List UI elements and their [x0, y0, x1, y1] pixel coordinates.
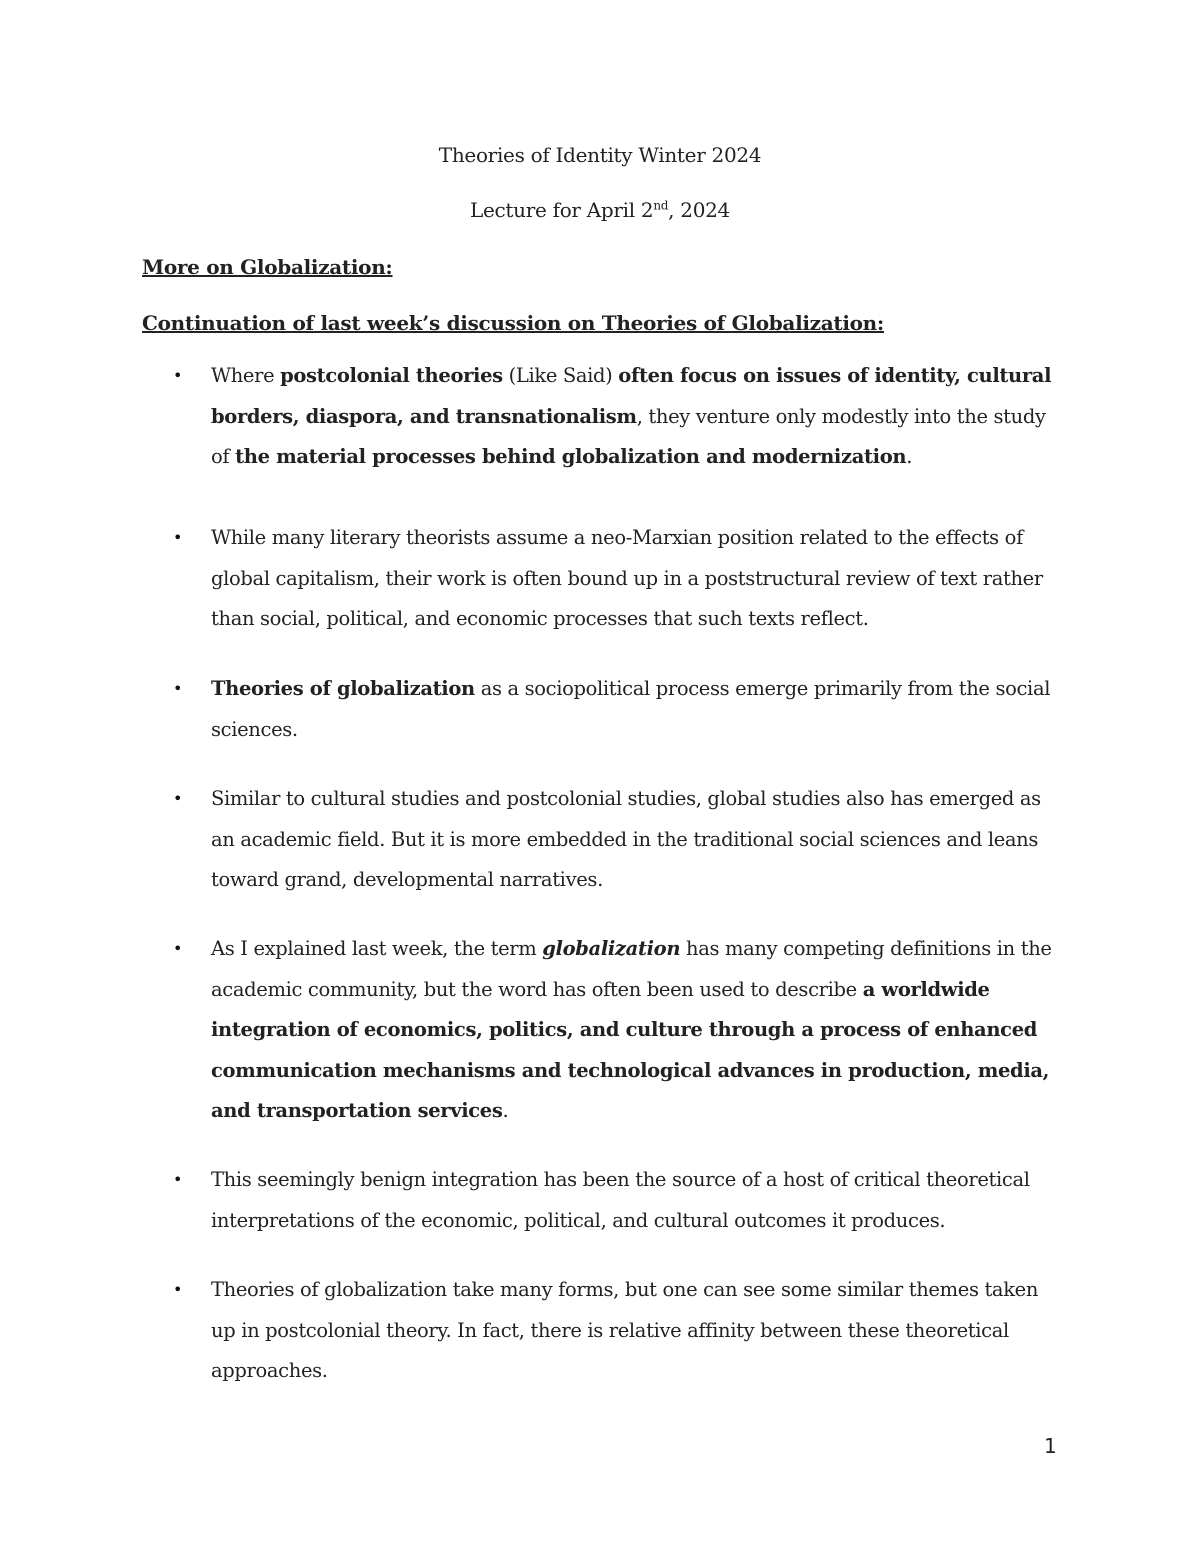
text-run: Where — [211, 364, 281, 387]
bullet-text — [211, 364, 1051, 468]
bullet-text — [211, 937, 1052, 1122]
bullet-text — [211, 787, 1041, 891]
bullet-icon: • — [173, 1170, 183, 1189]
bullet-icon: • — [173, 1280, 183, 1299]
bullet-icon: • — [173, 366, 183, 385]
document-title-text: Theories of Identity Winter 2024 — [438, 143, 762, 167]
bullet-icon: • — [173, 528, 183, 547]
text-run: This seemingly benign integration has been the source of a host of critical theoretical interpretations of the economic, political, and cultural outcomes it produces. — [211, 1168, 1030, 1232]
bullet-item — [173, 1160, 1061, 1241]
lecture-date-suffix: , 2024 — [668, 198, 730, 222]
text-run: . — [502, 1099, 509, 1123]
text-run: as a sociopolitical process emerge primarily from the social sciences. — [211, 677, 1051, 741]
text-run: Similar to cultural studies and postcolonial studies, global studies also has emerged as an academic field. But it is more embedded in the traditional social sciences and leans toward grand, developmental narratives. — [211, 787, 1041, 892]
text-run: has many competing definitions in the academic community, but the word has often been used to describe — [211, 937, 1052, 1001]
document-title — [0, 143, 1200, 167]
text-run: (Like Said) — [502, 364, 619, 387]
bold-phrase: Theories of globalization — [211, 677, 475, 700]
bold-phrase: the material processes behind globalization and modernization — [235, 445, 907, 469]
text-run: , they venture only modestly into the study of — [211, 404, 1046, 469]
lecture-date-prefix: Lecture for April 2 — [470, 198, 654, 222]
bullet-item — [173, 779, 1061, 901]
bold-phrase: postcolonial theories — [280, 364, 503, 387]
bullet-icon: • — [173, 679, 183, 698]
lecture-date-line — [0, 198, 1200, 222]
page-number: 1 — [1044, 1434, 1057, 1458]
lecture-date-ordinal: nd — [653, 198, 669, 213]
bold-phrase: often focus on issues of identity, cultural borders, diaspora, and transnationalism — [211, 364, 1052, 428]
text-run: . — [906, 445, 913, 469]
text-run: Theories of globalization take many forms, but one can see some similar themes taken up in postcolonial theory. In fact, there is relative affinity between these theoretical approaches. — [211, 1278, 1039, 1383]
bullet-icon: • — [173, 939, 183, 958]
text-run: While many literary theorists assume a neo-Marxian position related to the effects of global capitalism, their work is often bound up in a poststructural review of text rather than social, political, and economic processes that such texts reflect. — [211, 526, 1043, 631]
bullet-text — [211, 1168, 1030, 1232]
bullet-item — [173, 518, 1061, 640]
subsection-heading: Continuation of last week’s discussion on Theories of Globalization: — [142, 311, 885, 335]
emphasized-term: globalization — [542, 937, 681, 960]
bullet-item — [173, 929, 1061, 1132]
bullet-text — [211, 526, 1043, 630]
bullet-item — [173, 1270, 1061, 1392]
bullet-text — [211, 677, 1050, 741]
bold-phrase: a worldwide integration of economics, politics, and culture through a process of enhanced communication mechanisms and technological advances in production, media, and transportation services — [211, 977, 1050, 1123]
section-heading: More on Globalization: — [142, 255, 393, 279]
text-run: As I explained last week, the term — [211, 937, 543, 960]
bullet-text — [211, 1278, 1038, 1382]
bullet-item — [173, 356, 1061, 478]
bullet-item — [173, 669, 1061, 750]
bullet-icon: • — [173, 789, 183, 808]
